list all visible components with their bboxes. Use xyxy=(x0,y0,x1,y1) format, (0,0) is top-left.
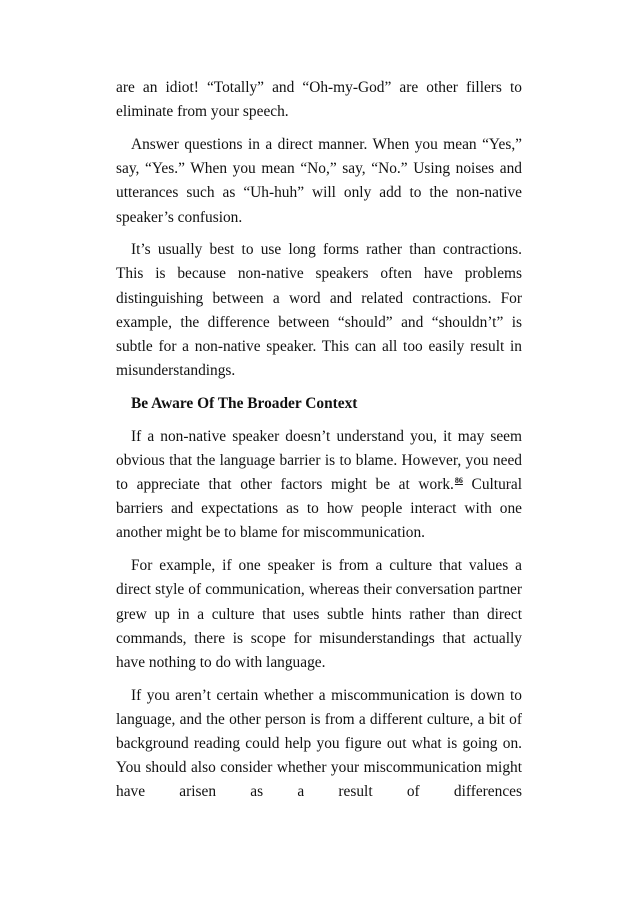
section-heading: Be Aware Of The Broader Context xyxy=(131,394,358,412)
paragraph-background-reading: If you aren’t certain whether a miscommunication is down to language, and the other person is from a different culture, a bit of background reading could help you figure out what is going on. You should also consider whether your miscommunication might have arisen as a result of differences xyxy=(116,686,522,801)
paragraph-direct-answers: Answer questions in a direct manner. When you mean “Yes,” say, “Yes.” When you mean “No,” say, “No.” Using noises and utterances such as “Uh-huh” will only add to the non-native speaker’s confusion. xyxy=(116,135,522,226)
paragraph-contractions: It’s usually best to use long forms rather than contractions. This is because non-native speakers often have problems distinguishing between a word and related contractions. For example, the difference between “should” and “shouldn’t” is subtle for a non-native speaker. This can all too easily result in misunderstandings. xyxy=(116,241,522,380)
footnote-reference[interactable]: 86 xyxy=(454,476,463,486)
language-barrier-text-end: Cultural barriers and expectations as to how people interact with one another might be to blame for miscommunication. xyxy=(116,476,523,542)
language-barrier-text-start: If a non-native speaker doesn’t understand you, it may seem obvious that the language barrier is to blame. However, you need to appreciate that other factors might be at work. xyxy=(116,427,522,494)
paragraph-communication-styles: For example, if one speaker is from a culture that values a direct style of communication, whereas their conversation partner grew up in a culture that uses subtle hints rather than direct commands, there is scope for misunderstandings that actually have nothing to do with language. xyxy=(116,557,522,671)
paragraph-fillers-continuation: are an idiot! “Totally” and “Oh-my-God” are other fillers to eliminate from your speech. xyxy=(116,79,522,121)
paragraph-language-barrier xyxy=(116,425,522,546)
page-body xyxy=(116,76,522,813)
